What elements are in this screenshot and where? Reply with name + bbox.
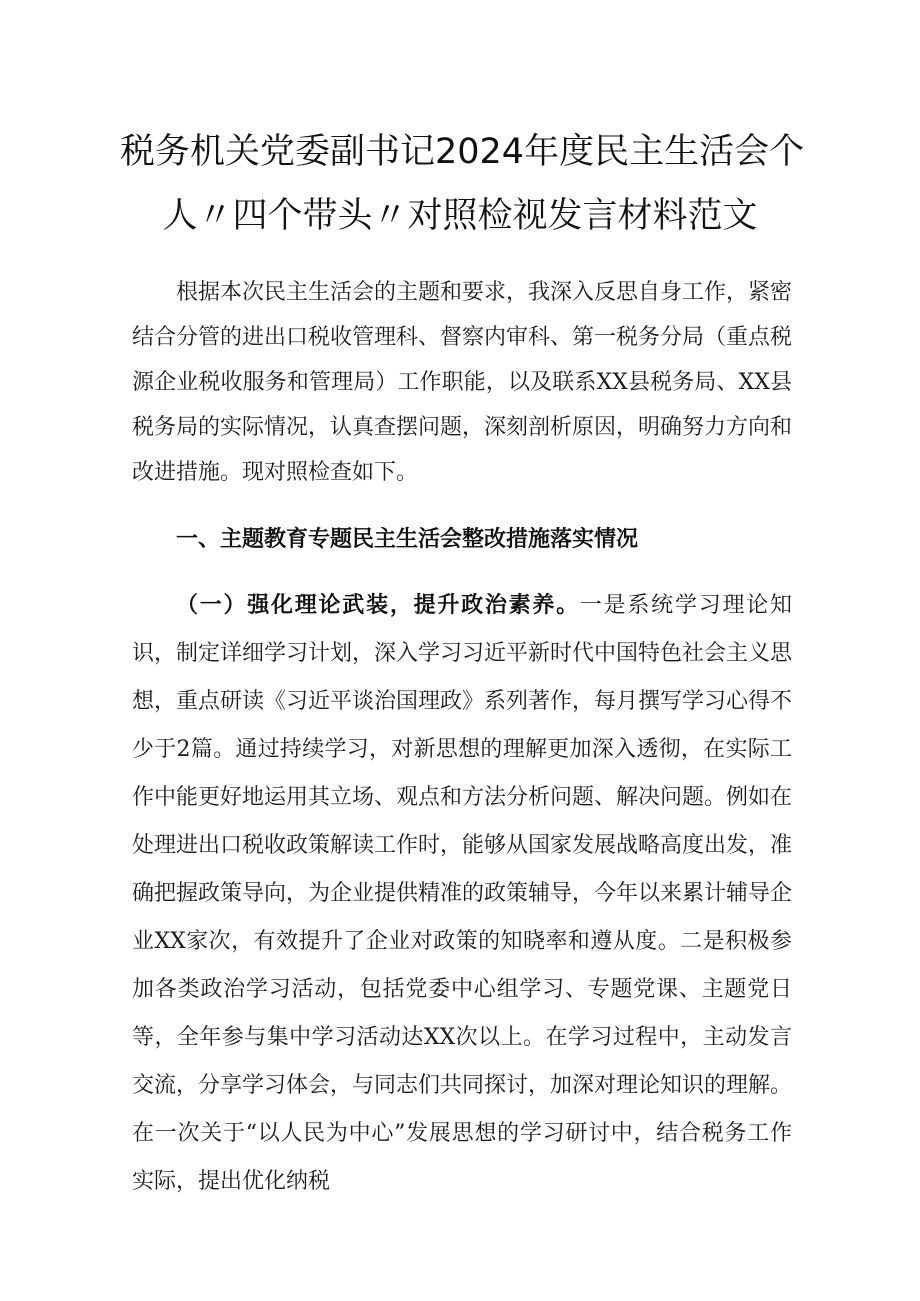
subsection-lead-1: （一）强化理论武装，提升政治素养。 xyxy=(176,593,580,618)
intro-paragraph: 根据本次民主生活会的主题和要求，我深入反思自身工作，紧密结合分管的进出口税收管理科、督察内审科、第一税务分局（重点税源企业税收服务和管理局）工作职能，以及联系XX县税务局、XX县税务局的实际情况，认真查摆问题，深刻剖析原因，明确努力方向和改进措施。现对照检查如下。 xyxy=(132,280,793,485)
document-title-line-2: 人〃四个带头〃对照检视发言材料范文 xyxy=(162,196,758,236)
subsection-body-1: 一是系统学习理论知识，制定详细学习计划，深入学习习近平新时代中国特色社会主义思想，重点研读《习近平谈治国理政》系列著作，每月撰写学习心得不少于2篇。通过持续学习，对新思想的理解更加深入透彻，在实际工作中能更好地运用其立场、观点和方法分析问题、解决问题。例如在处理进出口税收政策解读工作时，能够从国家发展战略高度出发，准确把握政策导向，为企业提供精准的政策辅导，今年以来累计辅导企业XX家次，有效提升了企业对政策的知晓率和遵从度。二是积极参加各类政治学习活动，包括党委中心组学习、专题党课、主题党日等，全年参与集中学习活动达XX次以上。在学习过程中，主动发言交流，分享学习体会，与同志们共同探讨，加深对理论知识的理解。在一次关于“以人民为中心”发展思想的学习研讨中，结合税务工作实际，提出优化纳税 xyxy=(132,593,793,1194)
section-heading-1: 一、主题教育专题民主生活会整改措施落实情况 xyxy=(176,527,639,552)
document-title-line-1: 税务机关党委副书记2024年度民主生活会个 xyxy=(120,132,805,172)
subsection-paragraph-1 xyxy=(132,582,792,1206)
